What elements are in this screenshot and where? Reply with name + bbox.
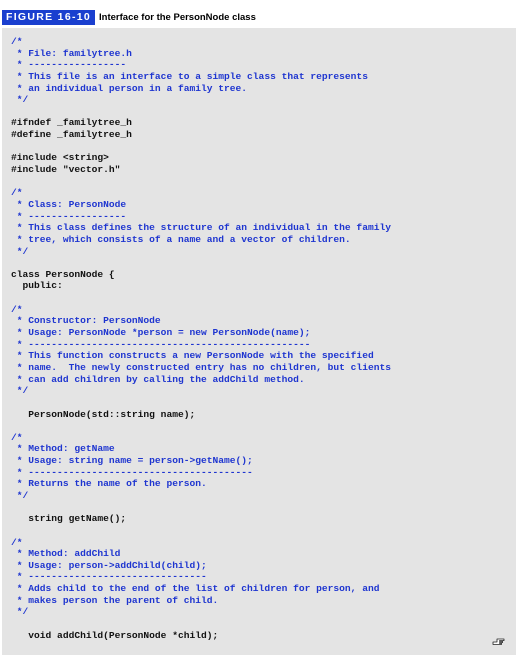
comment-line: * an individual person in a family tree. bbox=[11, 82, 248, 94]
figure-header bbox=[2, 10, 256, 25]
comment-line: * This function constructs a new PersonNode with the specified bbox=[11, 350, 374, 362]
comment-line: */ bbox=[11, 385, 29, 397]
comment-line: /* bbox=[11, 187, 23, 199]
code-line bbox=[11, 106, 391, 118]
code-line: class PersonNode { bbox=[11, 268, 115, 280]
code-line bbox=[11, 618, 391, 630]
code-line: string getName(); bbox=[11, 513, 127, 525]
code-line bbox=[11, 257, 391, 269]
comment-line: * ----------------- bbox=[11, 210, 127, 222]
code-line: public: bbox=[11, 280, 63, 292]
code-line bbox=[11, 525, 391, 537]
comment-line: * Method: getName bbox=[11, 443, 115, 455]
comment-line: * makes person the parent of child. bbox=[11, 594, 219, 606]
comment-line: * Class: PersonNode bbox=[11, 198, 127, 210]
comment-line: * ----------------- bbox=[11, 59, 127, 71]
comment-line: * Usage: PersonNode *person = new PersonNode(name); bbox=[11, 327, 311, 339]
comment-line: /* bbox=[11, 431, 23, 443]
comment-line: * Adds child to the end of the list of children for person, and bbox=[11, 583, 380, 595]
comment-line: * File: familytree.h bbox=[11, 47, 132, 59]
code-panel bbox=[2, 28, 516, 655]
comment-line: * Method: addChild bbox=[11, 548, 121, 560]
comment-line: /* bbox=[11, 303, 23, 315]
comment-line: */ bbox=[11, 94, 29, 106]
code-line bbox=[11, 502, 391, 514]
comment-line: * name. The newly constructed entry has no children, but clients bbox=[11, 361, 391, 373]
comment-line: * Constructor: PersonNode bbox=[11, 315, 161, 327]
figure-label: FIGURE 16-10 bbox=[2, 10, 95, 25]
figure-title: Interface for the PersonNode class bbox=[99, 12, 256, 23]
code-line: #include <string> bbox=[11, 152, 109, 164]
comment-line: * Returns the name of the person. bbox=[11, 478, 207, 490]
comment-line: * Usage: string name = person->getName(); bbox=[11, 455, 253, 467]
code-line bbox=[11, 176, 391, 188]
comment-line: * --------------------------------------- bbox=[11, 466, 253, 478]
comment-line: * Usage: person->addChild(child); bbox=[11, 559, 207, 571]
pointing-hand-icon bbox=[492, 635, 506, 645]
comment-line: * can add children by calling the addChild method. bbox=[11, 373, 305, 385]
comment-line: */ bbox=[11, 489, 29, 501]
code-line bbox=[11, 292, 391, 304]
code-line: #include "vector.h" bbox=[11, 164, 121, 176]
comment-line: * tree, which consists of a name and a vector of children. bbox=[11, 233, 351, 245]
code-line: void addChild(PersonNode *child); bbox=[11, 629, 219, 641]
code-line: PersonNode(std::string name); bbox=[11, 408, 196, 420]
comment-line: /* bbox=[11, 36, 23, 47]
comment-line: /* bbox=[11, 536, 23, 548]
code-line: #ifndef _familytree_h bbox=[11, 117, 132, 129]
comment-line: * ------------------------------------------------- bbox=[11, 338, 311, 350]
code-listing bbox=[11, 36, 391, 641]
code-line: #define _familytree_h bbox=[11, 129, 132, 141]
comment-line: */ bbox=[11, 245, 29, 257]
code-line bbox=[11, 420, 391, 432]
code-line bbox=[11, 141, 391, 153]
comment-line: * ------------------------------- bbox=[11, 571, 207, 583]
comment-line: * This class defines the structure of an individual in the family bbox=[11, 222, 391, 234]
code-line bbox=[11, 397, 391, 409]
comment-line: */ bbox=[11, 606, 29, 618]
comment-line: * This file is an interface to a simple class that represents bbox=[11, 70, 368, 82]
